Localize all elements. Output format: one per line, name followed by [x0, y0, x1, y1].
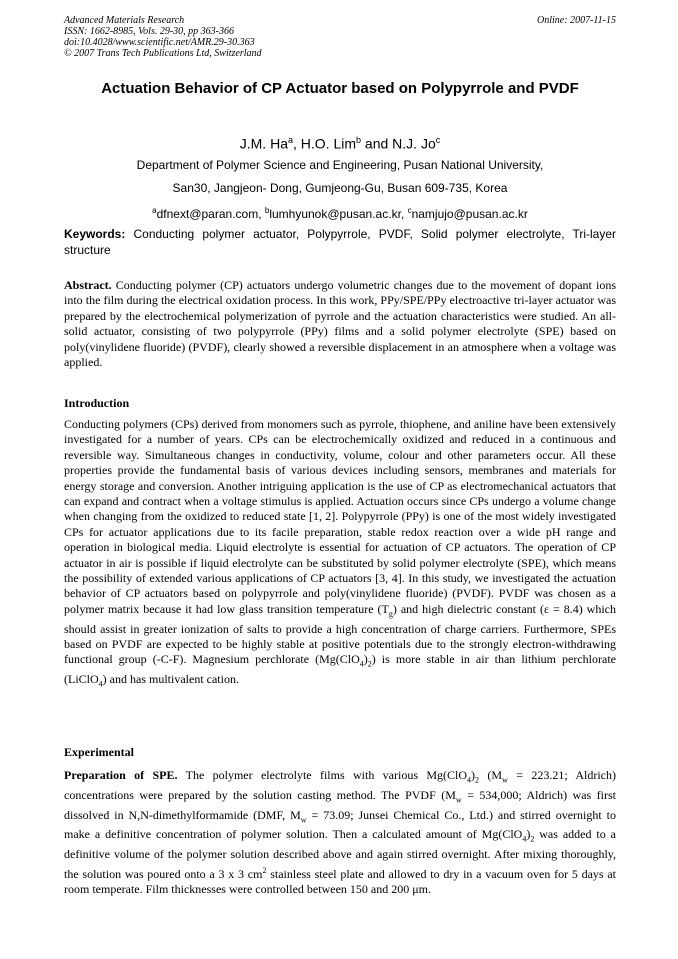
- keywords-label: Keywords:: [64, 227, 126, 241]
- experimental-paragraph: [64, 768, 616, 897]
- subsection-label: Preparation of SPE.: [64, 768, 178, 782]
- subscript: 2: [530, 834, 535, 844]
- email-mark: b: [264, 206, 270, 215]
- subscript: g: [388, 609, 393, 619]
- keywords-text: Conducting polymer actuator, Polypyrrole, PVDF, Solid polymer electrolyte, Tri-layer structure: [64, 227, 616, 257]
- author-mark: b: [356, 135, 362, 145]
- subscript: 4: [98, 679, 103, 689]
- exp-text: = 534,000; Aldrich) was first dissolved in N,N-dimethylformamide (DMF, M: [64, 787, 616, 822]
- affiliation-address: San30, Jangjeon- Dong, Gumjeong-Gu, Busan 609-735, Korea: [172, 181, 508, 195]
- author-separator: and: [361, 135, 393, 152]
- keywords-block: [64, 226, 616, 258]
- email-mark: c: [407, 206, 412, 215]
- author-emails: [64, 204, 616, 221]
- exp-text: stainless steel plate and allowed to dry in a vacuum oven for 5 days at room temperate. Film thicknesses were controlled between 150 and 200 μm.: [64, 866, 616, 896]
- email: lumhyunok@pusan.ac.kr,: [269, 207, 408, 221]
- intro-text: ) and high dielectric constant (ε = 8.4) which should assist in greater ionization of salts to provide a high concentration of charge carriers. Furthermore, SPEs based on PVDF are expected to be highly stable at positive potentials due to the strongly electron-withdrawing functional group (-C-F). Magnesium perchlorate (Mg(ClO: [64, 601, 616, 667]
- subscript: 2: [367, 659, 372, 669]
- online-date: Online: 2007-11-15: [537, 15, 616, 26]
- exp-text: (M: [479, 768, 503, 782]
- exp-text: ): [471, 768, 476, 782]
- section-heading-experimental: Experimental: [64, 745, 134, 759]
- author-name: N.J. Jo: [392, 135, 436, 152]
- email-mark: a: [152, 206, 157, 215]
- affiliation-line: Department of Polymer Science and Engineering, Pusan National University,: [136, 158, 544, 172]
- exp-text: = 73.09; Junsei Chemical Co., Ltd.) and stirred overnight to make a definitive concentration of polymer solution. Then a calculated amount of Mg(ClO: [64, 807, 616, 842]
- author-separator: ,: [293, 135, 301, 152]
- section-heading-introduction: Introduction: [64, 396, 130, 410]
- abstract-block: [64, 278, 616, 370]
- subscript: w: [455, 795, 462, 805]
- intro-text: ): [363, 652, 368, 667]
- doi-line: doi:10.4028/www.scientific.net/AMR.29-30.363: [64, 37, 255, 48]
- paper-title: Actuation Behavior of CP Actuator based on Polypyrrole and PVDF: [101, 80, 579, 97]
- exp-text: = 223.21; Aldrich) concentrations were prepared by the solution casting method. The PVDF (M: [64, 768, 616, 802]
- subscript: 4: [359, 659, 364, 669]
- superscript: 2: [262, 865, 267, 875]
- intro-text: ) and has multivalent cation.: [102, 672, 239, 687]
- intro-text: Conducting polymers (CPs) derived from monomers such as pyrrole, thiophene, and aniline have been extensively investigated for a number of years. CPs can be electrochemically oxidized and reduced in a continuous and reversible way. Simultaneous changes in conductivity, volume, colour and other parameters occur. All these properties provide the fundamental basis of various devices including sensors, membranes and materials for energy storage and conversion. Another intriguing application is the use of CP as electromechanical actuators that can expand and contract when a voltage stimulus is applied. Actuation occurs since CPs undergo a volume change when changing from the oxidized to reduced state [1, 2]. Polypyrrole (PPy) is one of the most widely investigated CPs for actuator applications due to its facile preparation, stable redox reaction over a wide pH range and operation in biological media. Liquid electrolyte is essential for actuation of CP actuators. The operation of CP actuator in air is possible if liquid electrolyte can be substituted by solid polymer electrolyte (SPE), which means the possibility of extended various applications of CP actuators [3, 4]. In this study, we investigated the actuation behavior of CP actuators based on polypyrrole and poly(vinylidene fluoride) (PVDF). PVDF was chosen as a polymer matrix because it had low glass transition temperature (T: [64, 417, 616, 616]
- journal-header: [64, 15, 616, 59]
- abstract-text: Conducting polymer (CP) actuators undergo volumetric changes due to the movement of dopant ions into the film during the electrical oxidation process. In this work, PPy/SPE/PPy electroactive tri-layer actuator was prepared by the electrochemical polymerization of pyrrole and the actuation characteristics were studied. An all-solid actuator, consisting of two polypyrrole (PPy) films and a solid polymer electrolyte (SPE) based on poly(vinylidene fluoride) (PVDF), clearly showed a reversible displacement in an atmosphere when a voltage was applied.: [64, 278, 616, 370]
- author-list: [64, 132, 616, 152]
- author-name: J.M. Ha: [239, 135, 288, 152]
- exp-text: ): [526, 827, 531, 842]
- subscript: 4: [467, 775, 472, 785]
- subscript: 4: [522, 834, 527, 844]
- author-mark: a: [287, 135, 293, 145]
- intro-text: ) is more stable in air than lithium perchlorate (LiClO: [64, 652, 616, 687]
- email: namjujo@pusan.ac.kr: [411, 207, 528, 221]
- journal-name: Advanced Materials Research: [64, 15, 185, 26]
- subscript: w: [300, 814, 307, 824]
- author-mark: c: [435, 135, 441, 145]
- copyright-line: © 2007 Trans Tech Publications Ltd, Switzerland: [64, 48, 262, 59]
- abstract-label: Abstract.: [64, 278, 112, 292]
- subscript: 2: [475, 775, 480, 785]
- issn-line: ISSN: 1662-8985, Vols. 29-30, pp 363-366: [64, 26, 234, 37]
- introduction-paragraph: [64, 417, 616, 692]
- author-name: H.O. Lim: [300, 135, 357, 152]
- exp-text: was added to a definitive volume of the polymer solution described above and again stirred overnight. After mixing thoroughly, the solution was poured onto a 3 x 3 cm: [64, 827, 616, 881]
- email: dfnext@paran.com,: [156, 207, 265, 221]
- exp-text: The polymer electrolyte films with various Mg(ClO: [177, 768, 468, 782]
- subscript: w: [502, 775, 508, 785]
